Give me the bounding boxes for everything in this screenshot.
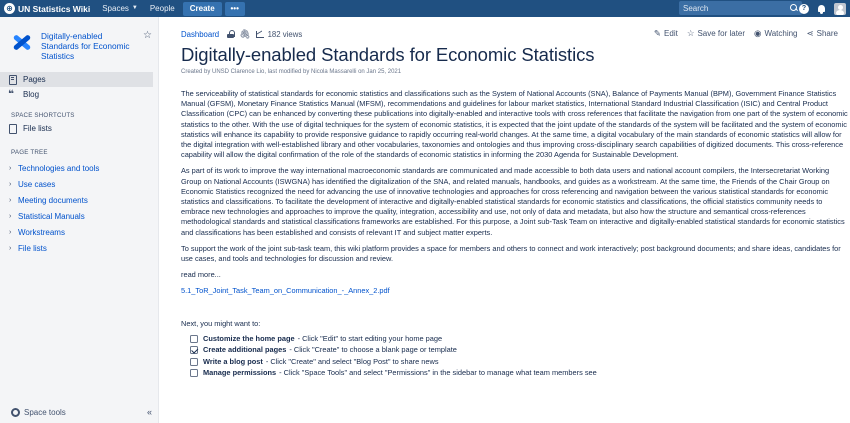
task-checkbox[interactable] <box>190 369 198 377</box>
sidebar-item-label: Pages <box>23 75 46 84</box>
sidebar-item-pages[interactable] <box>0 72 153 87</box>
task-title: Manage permissions <box>203 368 277 377</box>
notifications-bell-icon[interactable] <box>817 4 826 14</box>
space-tools-label: Space tools <box>24 408 66 417</box>
chevron-right-icon[interactable]: › <box>9 228 12 236</box>
share-icon: ⋖ <box>806 28 814 38</box>
paragraph: To support the work of the joint sub-task team, this wiki platform provides a space for members and others to connect and work interactively; post background documents; and share ideas, candidates for use cases, and tools and technologies for discussion and review. <box>181 243 841 264</box>
task-description: - Click "Edit" to start editing your home page <box>297 333 443 343</box>
space-logo-icon[interactable] <box>11 32 33 54</box>
sidebar-nav <box>0 72 158 102</box>
read-more-link[interactable]: read more... <box>181 270 221 280</box>
paragraph: As part of its work to improve the way international macroeconomic standards are communicated and made accessible to both data users and national account compilers, the Intersecretariat Working Group on National Accounts (ISWGNA) has identified the digitalization of the SNA, and related manuals, handbooks, and guides as a workstream. At the same time, the Friends of the Chair Group on Economic Statistics recognized the need for advancing the use of innovative technologies and approaches for cross referencing and navigation between the various statistical standards for economic statistics and classifications. To facilitate the development of interactive and digitally-enabled statistical standards for economic statistics and classifications, the official statistics community needs to embrace new technologies and approaches to improve the quality, integration, accessibility and use, not only of data and metadata, but also how the structure and semantical cross-references methodological standards and statistical classifications frameworks are established. For this purpose, a Joint sub-Task Team on interactive and digitally-enabled statistical standards for economic statistics and classifications has been established and consists of relevant IT and subject matter experts. <box>181 166 845 237</box>
next-steps-heading: Next, you might want to: <box>181 318 261 328</box>
breadcrumb[interactable]: Dashboard <box>181 29 220 39</box>
search-input[interactable]: Search <box>683 3 709 13</box>
analytics-icon[interactable] <box>256 31 264 38</box>
tree-item[interactable] <box>0 224 158 240</box>
task-description: - Click "Create" to choose a blank page or template <box>289 345 457 354</box>
task-title: Create additional pages <box>203 345 287 354</box>
task-checkbox[interactable] <box>190 335 198 343</box>
search-box[interactable] <box>679 1 802 15</box>
star-icon: ☆ <box>686 28 695 38</box>
space-header <box>0 17 158 61</box>
page-title: Digitally-enabled Standards for Economic Statistics <box>181 44 595 65</box>
chevron-right-icon[interactable]: › <box>9 196 12 204</box>
task-description: - Click "Space Tools" and select "Permissions" in the sidebar to manage what team members see <box>279 368 597 377</box>
help-icon[interactable]: ? <box>799 4 809 14</box>
tree-item[interactable] <box>0 192 158 208</box>
watching-button[interactable] <box>754 28 797 39</box>
more-create-button[interactable]: ••• <box>225 2 245 16</box>
chevron-down-icon: ▼ <box>131 5 138 11</box>
sidebar-item-blog[interactable] <box>0 87 158 102</box>
tree-item-label[interactable]: Use cases <box>18 179 56 189</box>
task-list <box>181 333 849 379</box>
chevron-right-icon[interactable]: › <box>9 180 12 188</box>
tree-item-label[interactable]: Meeting documents <box>18 195 88 205</box>
tree-item[interactable] <box>0 240 158 256</box>
tree-item-label[interactable]: File lists <box>18 243 47 253</box>
main-content <box>159 17 850 423</box>
brand-name: UN Statistics Wiki <box>18 3 91 14</box>
tree-item-label[interactable]: Statistical Manuals <box>18 211 85 221</box>
page-byline: Created by UNSD Clarence Lio, last modified by Nicola Massarelli on Jan 25, 2021 <box>181 69 402 75</box>
chevron-right-icon[interactable]: › <box>9 244 12 252</box>
lock-icon[interactable] <box>227 30 234 38</box>
page-tree-heading: PAGE TREE <box>11 149 48 156</box>
page-tree <box>0 160 158 256</box>
chevron-right-icon[interactable]: › <box>9 164 12 172</box>
task-item <box>181 356 849 368</box>
quote-icon: ❝ <box>8 89 14 100</box>
edit-button[interactable] <box>654 28 678 39</box>
space-shortcuts-heading: SPACE SHORTCUTS <box>11 112 75 119</box>
brand-link[interactable] <box>0 0 96 17</box>
pages-icon <box>8 75 17 84</box>
create-button[interactable]: Create <box>183 2 222 16</box>
sidebar-item-label: Blog <box>23 90 40 99</box>
eye-icon: ◉ <box>754 28 762 38</box>
chevron-right-icon[interactable]: › <box>9 212 12 220</box>
view-count[interactable]: 182 views <box>267 29 303 39</box>
task-description: - Click "Create" and select "Blog Post" to share news <box>265 356 439 366</box>
space-name-link[interactable]: Digitally-enabled Standards for Economic Statistics <box>41 31 130 61</box>
people-link[interactable] <box>144 0 181 17</box>
spaces-menu[interactable] <box>96 0 144 17</box>
tree-item[interactable] <box>0 160 158 176</box>
page-body <box>181 89 849 379</box>
task-item <box>181 344 849 356</box>
spaces-label: Spaces <box>102 4 129 13</box>
star-icon[interactable]: ☆ <box>143 30 152 41</box>
task-item <box>181 367 849 379</box>
collapse-sidebar-icon[interactable]: « <box>146 407 152 417</box>
search-icon <box>790 4 798 12</box>
tree-item[interactable] <box>0 176 158 192</box>
user-avatar[interactable] <box>834 3 846 15</box>
save-for-later-button[interactable] <box>687 28 745 39</box>
share-button[interactable] <box>807 28 838 39</box>
space-sidebar <box>0 17 159 423</box>
save-for-later-label: Save for later <box>697 29 746 38</box>
space-tools-button[interactable] <box>11 408 66 417</box>
attachment-link[interactable]: 5.1_ToR_Joint_Task_Team_on_Communication_-_Annex_2.pdf <box>181 286 390 296</box>
task-title: Write a blog post <box>203 356 263 366</box>
shortcut-label: File lists <box>23 124 52 133</box>
page-meta-bar <box>181 28 302 40</box>
gear-icon <box>11 408 20 417</box>
tree-item-label[interactable]: Technologies and tools <box>18 163 100 173</box>
task-item <box>181 333 849 345</box>
task-checkbox[interactable] <box>190 346 198 354</box>
un-logo-icon: ⊕ <box>4 3 15 14</box>
task-checkbox[interactable] <box>190 358 198 366</box>
tree-item[interactable] <box>0 208 158 224</box>
paragraph: The serviceability of statistical standards for economic statistics and classifications such as the System of National Accounts (SNA), Balance of Payments Manual (BPM), Government Finance Statistics Manual (GFSM), Monetary Finance Statistics Manual (MFSM), recommendations and guidelines for labour market statistics, International Standard Industrial Classification (ISIC) and Central Product Classification (CPC) can be enhanced by converting these publications into digitally-enabled and interactive tools with cross references that facilitate the navigation from one part of the system of economic statistics to the other. With the use of digital techniques for the system of economic statistics, it is expected that the joint update of the standards of the system will be facilitated and the system of economic statistics will enhance its capability to provide responsive guidance to rapidly occurring real-world changes. At the same time, a digital vocabulary of the main standards of economic statistics will allow for the digital integration with well-established library and other vocabularies, taxonomies and ontologies and thus improving cross-disciplinary search capabilities of digitized documents. This cross-reference capability will allow the digital confirmation of the role of the standards of economic statistics in informing the 2030 Agenda for Sustainable Development. <box>181 89 848 160</box>
top-nav-bar <box>0 0 850 17</box>
share-label: Share <box>816 29 838 38</box>
watching-label: Watching <box>764 29 798 38</box>
edit-label: Edit <box>664 29 678 38</box>
people-label: People <box>149 4 175 13</box>
file-icon <box>8 124 17 133</box>
shortcut-file-lists[interactable] <box>0 121 158 136</box>
attachment-icon[interactable]: 🖇 <box>239 28 251 39</box>
pencil-icon: ✎ <box>653 28 662 38</box>
task-title: Customize the home page <box>203 333 295 343</box>
tree-item-label[interactable]: Workstreams <box>18 227 65 237</box>
page-actions <box>654 28 838 39</box>
